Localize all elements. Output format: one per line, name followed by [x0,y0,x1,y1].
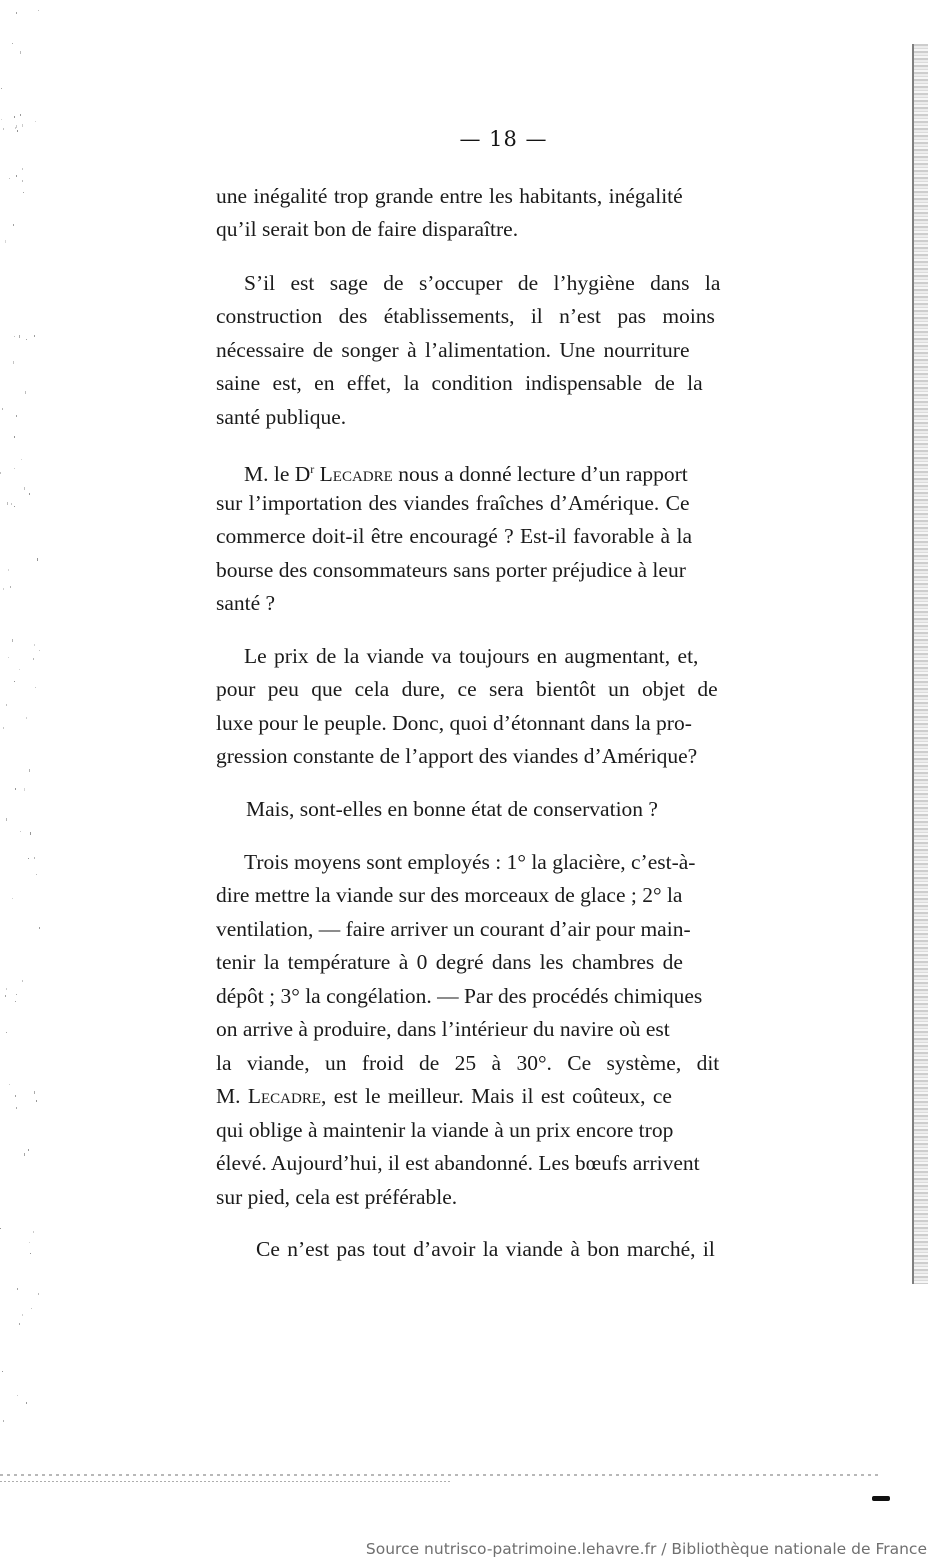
text-line: qu’il serait bon de faire disparaître. [216,217,519,241]
scan-speck [14,468,15,469]
text-line: élevé. Aujourd’hui, il est abandonné. Les bœufs arrivent [216,1151,700,1175]
scan-speck [29,1242,30,1243]
text-line: santé publique. [216,405,347,429]
scan-speck [23,192,24,193]
scan-speck [16,1107,17,1109]
text-line: santé ? [216,591,276,615]
scan-artifact-rule [0,1474,880,1476]
scan-speck [19,1323,20,1325]
source-attribution: Source nutrisco-patrimoine.lehavre.fr / Bibliothèque nationale de France [365,1540,927,1558]
scan-speck [33,658,34,660]
scan-speck [34,335,35,337]
scan-speck [8,657,9,658]
scan-speck [11,503,12,505]
scan-speck [17,1395,18,1396]
scan-speck [22,168,23,170]
scan-speck [15,1001,16,1002]
scan-speck [34,857,35,859]
scan-speck [24,788,25,791]
text-line: dire mettre la viande sur des morceaux de glace ; 2° la [216,883,683,907]
scan-speck [8,569,9,571]
scan-speck [7,502,8,505]
scan-speck [15,788,16,790]
text-line: on arrive à produire, dans l’intérieur du navire où est [216,1017,670,1041]
text-line: tenir la température à 0 degré dans les chambres de [216,950,683,974]
scan-speck [10,586,11,588]
scan-speck [14,336,15,337]
scan-speck [14,681,15,682]
text-line: sur pied, cela est préférable. [216,1185,458,1209]
text-line: S’il est sage de s’occuper de l’hygiène dans la [244,271,721,295]
text-line: Le prix de la viande va toujours en augmentant, et, [244,644,699,668]
scan-speck [14,506,15,507]
scan-speck [16,415,17,417]
scan-speck [0,1228,1,1229]
scan-speck [6,988,7,990]
scan-speck [28,858,29,859]
scan-speck [29,769,30,772]
scan-speck [1,119,2,120]
scan-speck [6,1032,7,1033]
scan-speck [34,644,35,646]
scan-speck [37,558,38,561]
text-fragment: M. [216,1084,248,1108]
scan-speck [3,588,4,590]
text-line: une inégalité trop grande entre les habitants, inégalité [216,184,683,208]
scan-speck [2,408,3,410]
scan-speck [24,1153,25,1156]
scan-speck [22,180,23,182]
scan-speck [28,1149,29,1151]
scan-speck [22,1314,23,1316]
text-line [216,1083,672,1109]
scan-speck [9,178,10,179]
scan-speck [35,121,36,122]
scan-speck [15,1095,16,1097]
text-line: construction des établissements, il n’est pas moins [216,304,715,328]
scan-speck [1,88,2,89]
text-line: saine est, en effet, la condition indispensable de la [216,371,703,395]
text-line: ventilation, — faire arriver un courant d’air pour main- [216,917,691,941]
scan-speck [20,831,21,832]
scan-speck [22,980,23,982]
text-line: dépôt ; 3° la congélation. — Par des procédés chimiques [216,984,703,1008]
scan-speck [13,224,14,226]
scan-speck [16,175,17,177]
text-line: Ce n’est pas tout d’avoir la viande à bon marché, il [256,1237,715,1261]
scan-speck [29,493,30,495]
text-line: la viande, un froid de 25 à 30°. Ce système, dit [216,1051,720,1075]
scan-speck [3,1420,4,1422]
text-line: bourse des consommateurs sans porter préjudice à leur [216,558,686,582]
scan-speck [30,1253,31,1254]
scan-speck [24,487,25,490]
text-line: nécessaire de songer à l’alimentation. Une nourriture [216,338,690,362]
scan-speck [3,727,4,729]
text-line [244,456,688,487]
page-number: — 18 — [459,127,548,151]
scan-speck [13,361,14,364]
text-line: sur l’importation des viandes fraîches d’Amérique. Ce [216,491,690,515]
scan-speck [25,391,26,394]
scan-speck [26,717,27,719]
scan-speck [20,114,21,116]
scan-speck [26,339,27,340]
scan-speck [31,1308,32,1309]
scan-speck [16,12,17,14]
scan-speck [6,818,7,821]
scan-speck [16,994,17,995]
scan-speck [34,1091,35,1094]
scan-speck [38,10,39,11]
scan-speck [2,1371,3,1372]
scan-speck [35,687,36,688]
scan-speck [36,1100,37,1102]
text-line: luxe pour le peuple. Donc, quoi d’étonnant dans la pro- [216,711,692,735]
text-line: commerce doit-il être encouragé ? Est-il favorable à la [216,524,692,548]
scan-speck [39,927,40,929]
scan-margin-specks [0,0,40,1500]
scan-speck [17,1288,18,1290]
scan-speck [12,898,13,899]
author-name: Lecadre [319,462,393,487]
scan-speck [14,436,15,438]
text-fragment: M. le D [244,462,311,487]
scan-speck [30,832,31,835]
scan-artifact-rule [0,1481,450,1482]
superscript: r [310,462,315,476]
scan-speck [20,51,21,54]
scan-speck [33,1231,34,1233]
scan-speck [26,1402,27,1404]
text-fragment: nous a donné lecture d’un rapport [392,462,688,487]
author-name: Lecadre [247,1084,322,1108]
scan-speck [19,335,20,338]
scan-speck [36,874,37,875]
text-line: Mais, sont-elles en bonne état de conservation ? [246,797,658,821]
scan-speck [12,43,13,44]
scan-speck [5,995,6,997]
scan-speck [0,472,1,474]
scan-speck [14,116,15,118]
scan-speck [9,1084,10,1085]
scan-speck [12,639,13,642]
scan-speck [39,650,40,651]
scan-speck [5,240,6,243]
text-line: pour peu que cela dure, ce sera bientôt un objet de [216,677,718,701]
scan-speck [38,1293,39,1295]
text-line: qui oblige à maintenir la viande à un prix encore trop [216,1118,674,1142]
page-edge-shadow [912,44,928,1284]
scan-speck [21,459,22,460]
scan-speck [19,669,20,670]
ink-smudge [872,1496,890,1501]
text-line: Trois moyens sont employés : 1° la glacière, c’est-à- [244,850,696,874]
text-line: gression constante de l’apport des viandes d’Amérique? [216,744,698,768]
text-fragment: , est le meilleur. Mais il est coûteux, ce [321,1084,672,1108]
scan-speck [6,704,7,706]
